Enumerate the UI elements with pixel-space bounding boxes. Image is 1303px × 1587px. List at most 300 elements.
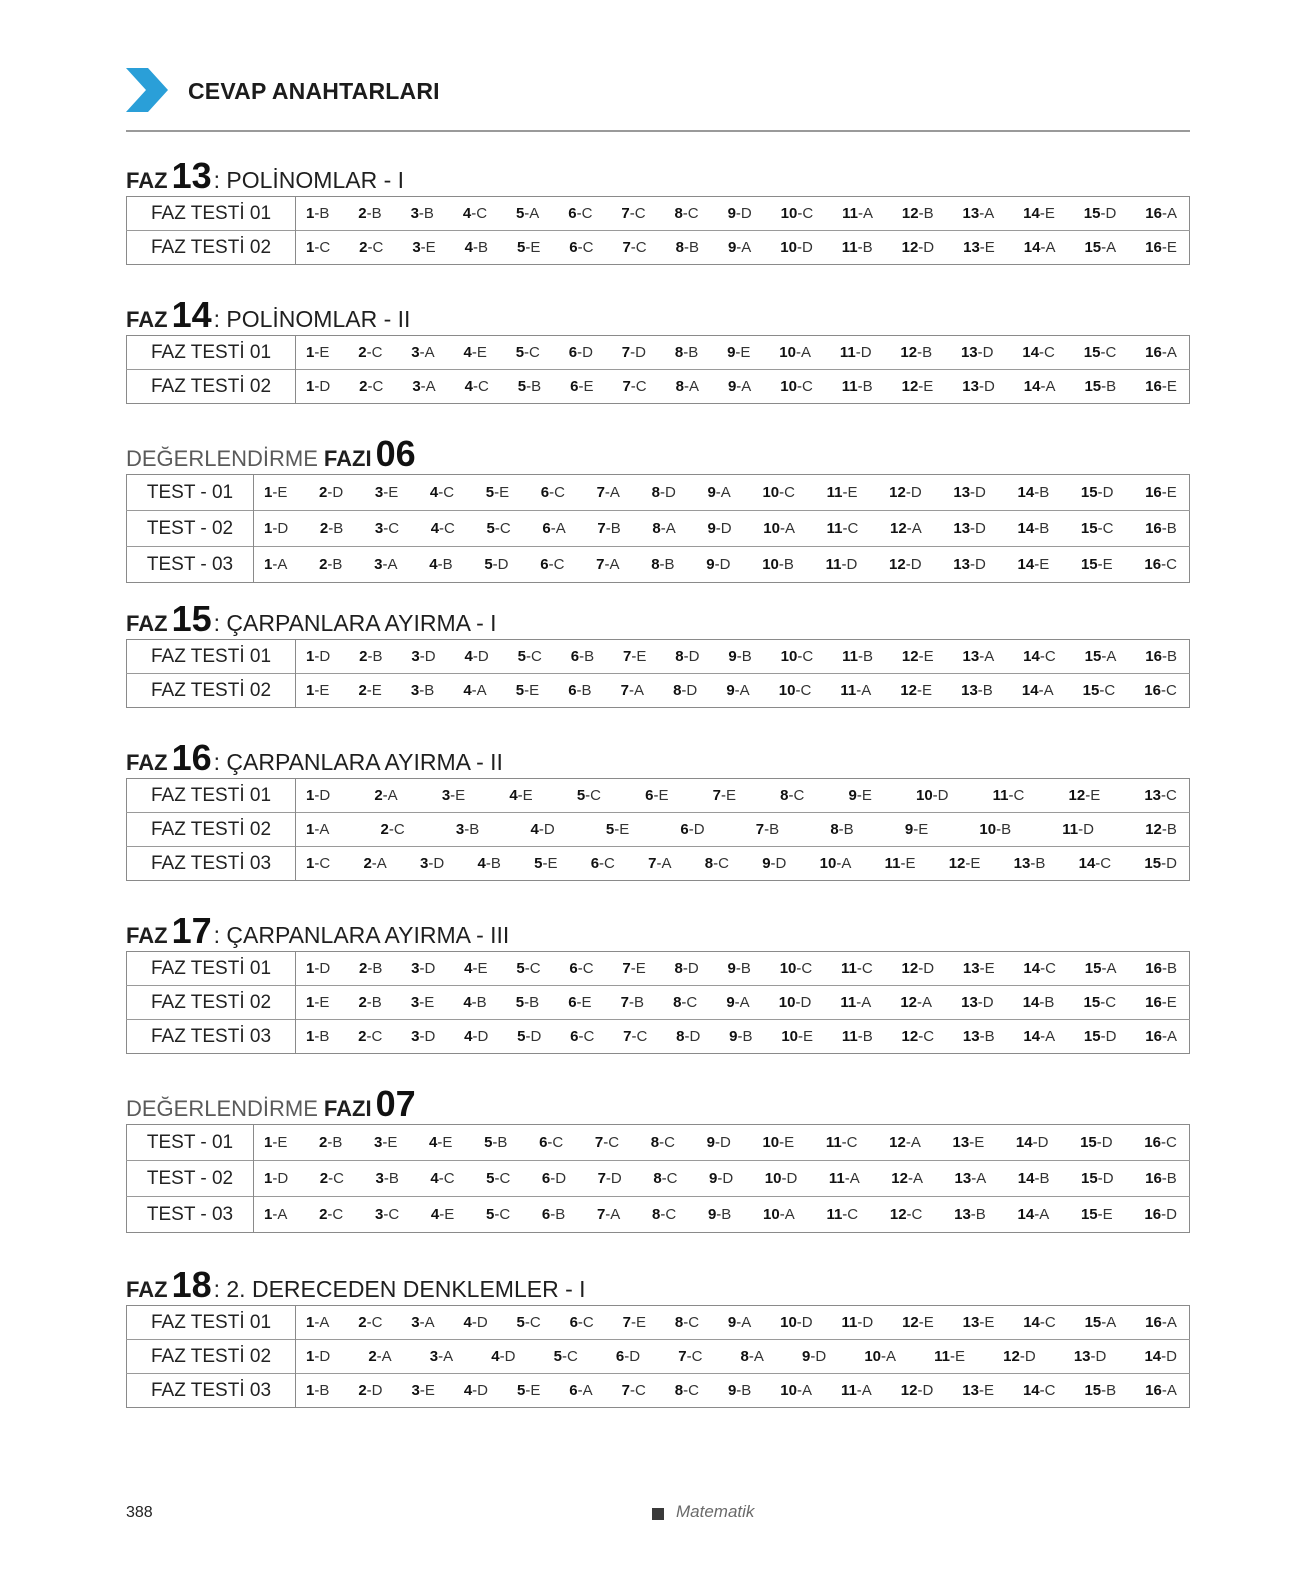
answer-item: 6-C: [569, 1314, 594, 1331]
answer-item: 9-B: [728, 648, 752, 665]
answers-cell: [296, 231, 1190, 265]
answer-item: 12-A: [889, 1134, 921, 1151]
answer-item: 8-D: [675, 648, 700, 665]
section-title: [126, 910, 1190, 951]
answer-item: 15-B: [1084, 378, 1117, 395]
answer-item: 7-E: [622, 960, 646, 977]
answer-item: 2-C: [319, 1206, 344, 1223]
answer-item: 14-B: [1017, 520, 1050, 537]
answers-cell: [296, 952, 1190, 986]
answers-cell: [296, 813, 1190, 847]
answer-item: 3-A: [411, 344, 435, 361]
test-label: FAZ TESTİ 01: [127, 640, 296, 674]
answer-item: 12-D: [889, 556, 922, 573]
answers-cell: [254, 1125, 1190, 1161]
answer-item: 1-E: [264, 484, 288, 501]
answer-item: 13-D: [960, 344, 994, 361]
answers-cell: [254, 475, 1190, 511]
section-title: [126, 433, 1190, 474]
answer-item: 2-B: [319, 556, 343, 573]
answer-item: 2-A: [374, 787, 398, 804]
table-row: [127, 1125, 1190, 1161]
answer-item: 14-C: [1023, 1314, 1056, 1331]
answer-item: 1-D: [306, 1348, 331, 1365]
answer-item: 11-A: [840, 1382, 872, 1399]
answer-item: 3-A: [429, 1348, 454, 1365]
section-subtitle: : ÇARPANLARA AYIRMA - II: [213, 749, 503, 775]
answer-item: 15-D: [1083, 1028, 1117, 1045]
answer-item: 8-C: [652, 1206, 677, 1223]
answer-item: 2-D: [358, 1382, 383, 1399]
table-row: [127, 336, 1190, 370]
answer-item: 6-C: [540, 556, 565, 573]
section-title: [126, 598, 1190, 639]
answer-item: 11-D: [825, 556, 858, 573]
answer-item: 16-A: [1145, 205, 1177, 222]
answer-item: 3-C: [374, 520, 400, 537]
answer-item: 13-E: [952, 1134, 985, 1151]
answer-item: 7-B: [620, 994, 644, 1011]
answer-section: [126, 294, 1190, 404]
answer-item: 15-B: [1084, 1382, 1117, 1399]
answer-item: 13-D: [953, 520, 986, 537]
answer-item: 9-B: [727, 960, 751, 977]
answer-item: 9-B: [729, 1028, 753, 1045]
section-number: 06: [375, 433, 416, 474]
answer-item: 9-A: [727, 378, 752, 395]
answer-item: 16-C: [1144, 556, 1177, 573]
answer-item: 12-B: [901, 205, 934, 222]
answer-item: 1-E: [306, 682, 330, 699]
answers-cell: [296, 336, 1190, 370]
table-row: [127, 1306, 1190, 1340]
table-row: [127, 1340, 1190, 1374]
answer-item: 14-E: [1023, 205, 1055, 222]
answer-item: 5-C: [486, 1170, 511, 1187]
answer-item: 10-A: [864, 1348, 897, 1365]
answer-item: 12-E: [901, 378, 934, 395]
table-row: [127, 813, 1190, 847]
answer-item: 2-C: [358, 344, 383, 361]
answer-item: 4-D: [491, 1348, 516, 1365]
test-label: TEST - 01: [127, 1125, 254, 1161]
answer-item: 8-B: [675, 239, 699, 256]
answer-section: [126, 737, 1190, 881]
answer-item: 11-D: [839, 344, 872, 361]
table-row: [127, 952, 1190, 986]
table-row: [127, 511, 1190, 547]
section-prefix: FAZ: [126, 750, 168, 775]
answer-item: 1-D: [306, 960, 331, 977]
test-label: FAZ TESTİ 01: [127, 952, 296, 986]
table-row: [127, 197, 1190, 231]
answer-item: 9-E: [727, 344, 751, 361]
answers-cell: [296, 1306, 1190, 1340]
answer-item: 8-A: [740, 1348, 764, 1365]
test-label: FAZ TESTİ 03: [127, 847, 296, 881]
answer-item: 4-D: [464, 648, 489, 665]
answer-table: [126, 778, 1190, 881]
answer-item: 2-A: [363, 855, 387, 872]
answer-item: 2-C: [319, 1170, 344, 1187]
answer-item: 7-D: [621, 344, 646, 361]
answer-item: 5-E: [516, 1382, 541, 1399]
answer-item: 5-C: [515, 344, 540, 361]
answer-item: 3-E: [374, 1134, 398, 1151]
answers-cell: [254, 547, 1190, 583]
answer-item: 3-E: [410, 994, 435, 1011]
answer-item: 1-A: [264, 556, 288, 573]
answer-item: 16-E: [1145, 484, 1177, 501]
answer-item: 4-C: [430, 520, 455, 537]
section-prefix: FAZ: [126, 168, 168, 193]
answers-cell: [296, 986, 1190, 1020]
page-header: [126, 68, 1190, 132]
answer-item: 4-B: [477, 855, 501, 872]
answer-item: 9-A: [726, 682, 750, 699]
section-number: 16: [171, 737, 212, 778]
answer-section: [126, 1083, 1190, 1233]
answer-item: 12-D: [889, 484, 922, 501]
answer-item: 10-A: [779, 344, 811, 361]
answer-item: 2-C: [358, 1314, 383, 1331]
answer-item: 3-A: [412, 378, 436, 395]
answer-item: 10-A: [763, 1206, 795, 1223]
answer-item: 1-D: [264, 520, 289, 537]
answer-item: 12-E: [901, 648, 934, 665]
answer-item: 12-B: [900, 344, 933, 361]
table-row: [127, 640, 1190, 674]
answer-item: 12-D: [901, 239, 935, 256]
answer-item: 1-E: [306, 344, 330, 361]
answer-item: 3-E: [411, 1382, 435, 1399]
answers-cell: [296, 1020, 1190, 1054]
answer-item: 10-C: [778, 682, 812, 699]
answer-item: 8-C: [780, 787, 805, 804]
answer-item: 16-A: [1145, 1382, 1177, 1399]
answer-section: [126, 1264, 1190, 1408]
answer-item: 16-D: [1144, 1206, 1177, 1223]
answer-item: 5-B: [517, 378, 542, 395]
table-row: [127, 1374, 1190, 1408]
answer-item: 11-A: [840, 994, 872, 1011]
answer-item: 12-C: [889, 1206, 923, 1223]
answer-item: 6-E: [570, 378, 594, 395]
answer-item: 4-E: [463, 344, 487, 361]
answer-item: 10-C: [780, 205, 814, 222]
answer-item: 7-B: [597, 520, 621, 537]
answer-item: 10-B: [979, 821, 1012, 838]
answer-item: 10-D: [764, 1170, 798, 1187]
answer-item: 16-A: [1145, 1314, 1177, 1331]
answer-item: 6-E: [645, 787, 669, 804]
section-title: [126, 294, 1190, 335]
section-prefix: FAZ: [126, 1277, 168, 1302]
answer-item: 9-D: [762, 855, 787, 872]
answer-item: 5-C: [553, 1348, 578, 1365]
answer-item: 6-D: [541, 1170, 567, 1187]
answer-item: 11-C: [992, 787, 1025, 804]
answer-item: 10-D: [780, 1314, 813, 1331]
table-row: [127, 547, 1190, 583]
answer-item: 12-B: [1145, 821, 1177, 838]
answer-item: 14-A: [1023, 1028, 1056, 1045]
answer-item: 4-D: [464, 1028, 489, 1045]
section-prefix-bold: FAZI: [323, 446, 372, 471]
answer-item: 1-A: [306, 821, 330, 838]
answer-item: 5-A: [515, 205, 540, 222]
answer-item: 4-E: [464, 960, 488, 977]
answer-item: 12-C: [901, 1028, 935, 1045]
answer-item: 15-D: [1144, 855, 1177, 872]
answer-item: 7-E: [712, 787, 737, 804]
answer-item: 8-B: [674, 344, 699, 361]
answer-item: 2-C: [359, 239, 384, 256]
answer-item: 15-C: [1083, 344, 1117, 361]
answer-item: 3-B: [375, 1170, 399, 1187]
answer-item: 12-E: [902, 1314, 934, 1331]
answers-cell: [296, 370, 1190, 404]
answer-item: 14-C: [1022, 344, 1055, 361]
answer-item: 5-E: [515, 682, 540, 699]
test-label: FAZ TESTİ 03: [127, 1020, 296, 1054]
chevron-right-icon: [126, 68, 168, 112]
section-subtitle: : POLİNOMLAR - II: [213, 306, 411, 332]
answer-item: 10-E: [762, 1134, 795, 1151]
answer-item: 6-B: [568, 682, 592, 699]
answer-item: 7-C: [621, 1382, 646, 1399]
answer-item: 9-A: [707, 484, 731, 501]
answer-item: 1-E: [306, 994, 330, 1011]
test-label: TEST - 02: [127, 511, 254, 547]
answer-item: 9-E: [848, 787, 872, 804]
answer-item: 5-D: [517, 1028, 542, 1045]
answer-item: 4-E: [430, 1206, 455, 1223]
table-row: [127, 986, 1190, 1020]
answer-item: 5-C: [485, 1206, 511, 1223]
answer-item: 15-A: [1084, 1314, 1117, 1331]
answer-item: 14-C: [1022, 1382, 1056, 1399]
answer-item: 1-A: [306, 1314, 330, 1331]
answer-key-sections: [126, 155, 1190, 1408]
answer-item: 15-A: [1084, 960, 1117, 977]
answer-item: 8-B: [830, 821, 854, 838]
answer-item: 16-A: [1145, 344, 1177, 361]
answer-item: 4-B: [464, 239, 488, 256]
answer-item: 14-A: [1023, 239, 1056, 256]
answer-item: 16-C: [1144, 682, 1177, 699]
answer-item: 11-C: [825, 1134, 858, 1151]
answer-item: 7-C: [678, 1348, 703, 1365]
table-row: [127, 370, 1190, 404]
answer-item: 16-E: [1145, 378, 1177, 395]
answer-item: 16-E: [1145, 994, 1177, 1011]
answer-item: 7-E: [622, 1314, 646, 1331]
answer-item: 1-B: [306, 1028, 330, 1045]
answer-item: 6-D: [680, 821, 705, 838]
answer-item: 12-A: [890, 520, 922, 537]
answer-item: 10-A: [763, 520, 795, 537]
answer-item: 9-A: [727, 239, 752, 256]
answer-item: 6-B: [570, 648, 595, 665]
answer-item: 7-D: [597, 1170, 622, 1187]
answer-item: 11-A: [840, 682, 872, 699]
answer-item: 11-E: [884, 855, 916, 872]
answer-item: 1-D: [306, 378, 331, 395]
answer-item: 3-A: [411, 1314, 435, 1331]
answer-item: 14-A: [1021, 682, 1054, 699]
answer-item: 1-E: [264, 1134, 288, 1151]
answer-item: 7-A: [596, 1206, 621, 1223]
answer-item: 5-E: [485, 484, 510, 501]
answer-item: 14-D: [1144, 1348, 1177, 1365]
answer-item: 2-C: [358, 1028, 383, 1045]
test-label: FAZ TESTİ 01: [127, 779, 296, 813]
answer-item: 12-A: [891, 1170, 923, 1187]
answer-item: 16-B: [1145, 648, 1177, 665]
answer-item: 3-A: [374, 556, 398, 573]
answers-cell: [296, 847, 1190, 881]
section-title: [126, 1264, 1190, 1305]
answer-item: 3-E: [412, 239, 436, 256]
answer-item: 7-C: [622, 239, 647, 256]
answer-item: 6-A: [569, 1382, 593, 1399]
subject-name: Matematik: [676, 1502, 755, 1521]
answer-item: 5-C: [576, 787, 602, 804]
answer-item: 3-C: [374, 1206, 400, 1223]
answer-item: 10-A: [819, 855, 852, 872]
answer-item: 9-A: [726, 994, 750, 1011]
answer-item: 1-B: [306, 1382, 330, 1399]
answer-table: [126, 474, 1190, 583]
answer-item: 5-C: [516, 1314, 541, 1331]
answer-item: 9-E: [904, 821, 929, 838]
answer-item: 2-B: [319, 1134, 343, 1151]
answer-item: 2-B: [358, 205, 382, 222]
answer-item: 4-E: [509, 787, 533, 804]
answer-item: 6-C: [569, 960, 594, 977]
answer-item: 5-D: [484, 556, 509, 573]
answer-item: 2-B: [359, 960, 383, 977]
section-prefix: FAZ: [126, 307, 168, 332]
answers-cell: [296, 197, 1190, 231]
answer-item: 13-C: [1144, 787, 1177, 804]
answer-item: 12-D: [900, 1382, 934, 1399]
answer-item: 13-B: [961, 682, 993, 699]
answer-item: 11-C: [841, 960, 873, 977]
answer-item: 8-C: [650, 1134, 675, 1151]
answer-item: 5-B: [484, 1134, 508, 1151]
section-prefix: FAZ: [126, 923, 168, 948]
answer-item: 10-E: [781, 1028, 814, 1045]
answer-item: 11-B: [842, 648, 873, 665]
answer-item: 7-A: [648, 855, 672, 872]
page-title: CEVAP ANAHTARLARI: [188, 78, 440, 104]
answer-item: 9-D: [706, 1134, 731, 1151]
section-number: 07: [375, 1083, 416, 1124]
answer-item: 11-A: [842, 205, 873, 222]
test-label: FAZ TESTİ 02: [127, 674, 296, 708]
test-label: FAZ TESTİ 01: [127, 197, 296, 231]
answers-cell: [254, 1197, 1190, 1233]
answer-item: 13-A: [954, 1170, 987, 1187]
answer-item: 11-D: [841, 1314, 874, 1331]
answer-item: 6-C: [540, 484, 565, 501]
answer-item: 8-C: [674, 1382, 699, 1399]
answer-item: 16-C: [1144, 1134, 1177, 1151]
answer-item: 8-C: [704, 855, 729, 872]
answer-item: 8-A: [675, 378, 699, 395]
test-label: FAZ TESTİ 02: [127, 231, 296, 265]
answer-item: 3-E: [374, 484, 399, 501]
answer-item: 5-B: [515, 994, 540, 1011]
section-title: [126, 1083, 1190, 1124]
answer-item: 13-D: [962, 378, 995, 395]
answer-item: 6-D: [568, 344, 593, 361]
answer-item: 8-C: [674, 205, 699, 222]
table-row: [127, 475, 1190, 511]
answer-item: 16-B: [1145, 960, 1177, 977]
answer-item: 4-E: [429, 1134, 453, 1151]
answer-section: [126, 598, 1190, 708]
answers-cell: [296, 674, 1190, 708]
answer-table: [126, 1305, 1190, 1408]
answer-item: 8-B: [651, 556, 675, 573]
answer-item: 15-D: [1083, 205, 1117, 222]
answer-item: 12-E: [1068, 787, 1101, 804]
answer-item: 3-B: [455, 821, 480, 838]
answer-item: 8-C: [673, 994, 698, 1011]
answer-item: 2-D: [319, 484, 344, 501]
section-number: 18: [171, 1264, 212, 1305]
test-label: FAZ TESTİ 01: [127, 336, 296, 370]
answer-item: 6-C: [590, 855, 615, 872]
section-prefix: DEĞERLENDİRME: [126, 1096, 318, 1121]
answer-item: 1-C: [306, 239, 331, 256]
answer-item: 12-D: [901, 960, 935, 977]
answer-item: 16-B: [1145, 1170, 1177, 1187]
answer-item: 7-A: [596, 556, 620, 573]
answer-item: 8-D: [674, 960, 699, 977]
answer-item: 15-D: [1081, 1170, 1114, 1187]
answer-item: 4-B: [429, 556, 453, 573]
answer-item: 13-E: [962, 960, 995, 977]
answer-item: 4-C: [429, 484, 455, 501]
answer-item: 1-A: [264, 1206, 288, 1223]
answer-item: 13-E: [962, 1382, 994, 1399]
answer-table: [126, 335, 1190, 404]
section-number: 13: [171, 155, 212, 196]
answer-item: 13-E: [962, 1314, 995, 1331]
section-prefix: DEĞERLENDİRME: [126, 446, 318, 471]
page-number: 388: [126, 1504, 153, 1521]
answers-cell: [254, 1161, 1190, 1197]
answer-item: 13-D: [961, 994, 994, 1011]
answer-item: 3-D: [411, 960, 436, 977]
answers-cell: [254, 511, 1190, 547]
answer-item: 16-B: [1145, 520, 1177, 537]
section-title: [126, 155, 1190, 196]
answer-item: 8-C: [653, 1170, 678, 1187]
answer-table: [126, 196, 1190, 265]
answer-item: 6-D: [615, 1348, 641, 1365]
answer-item: 7-A: [596, 484, 620, 501]
section-subtitle: : POLİNOMLAR - I: [213, 167, 405, 193]
answer-item: 2-B: [359, 648, 383, 665]
answer-item: 14-C: [1023, 960, 1056, 977]
answers-cell: [296, 640, 1190, 674]
answer-item: 7-E: [623, 648, 647, 665]
